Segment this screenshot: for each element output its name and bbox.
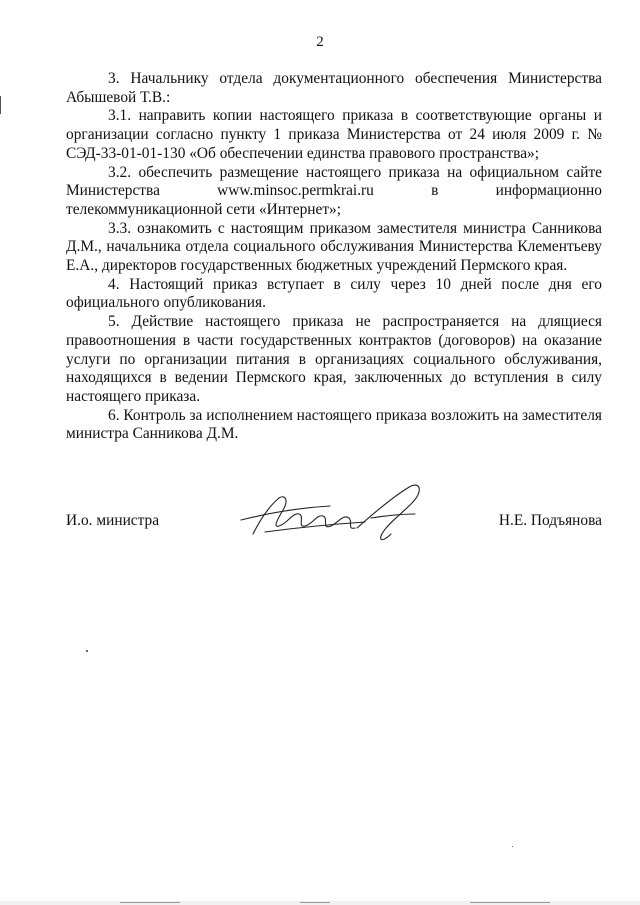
scan-artifact [120, 902, 180, 903]
paragraph-3-3: 3.3. ознакомить с настоящим приказом заместителя министра Санникова Д.М., начальника отдела социального обслуживания Министерства Клементьеву Е.А., директоров государственных бюджетных учреждений Пермского края. [66, 219, 602, 275]
scan-speck [512, 846, 513, 847]
scan-margin-mark [0, 96, 1, 114]
paragraph-5: 5. Действие настоящего приказа не распространяется на длящиеся правоотношения в части государственных контрактов (договоров) на оказание услуги по организации питания в организациях социального обслуживания, находящихся в ведении Пермского края, заключенных до вступления в силу настоящего приказа. [66, 313, 602, 405]
paragraph-3: 3. Начальнику отдела документационного обеспечения Министерства Абышевой Т.В.: [66, 70, 602, 106]
signer-name: Н.Е. Подъянова [498, 512, 602, 529]
signature-row [66, 512, 602, 532]
paragraph-3-1: 3.1. направить копии настоящего приказа в соответствующие органы и организации согласно пункту 1 приказа Министерства от 24 июля 2009 г. № СЭД-33-01-01-130 «Об обеспечении единства правового пространства»; [66, 107, 602, 162]
scan-speck [86, 650, 88, 652]
paragraph-3-2: 3.2. обеспечить размещение настоящего приказа на официальном сайте Министерства www.minsoc.permkrai.ru в информационно телекоммуникационной сети «Интернет»; [66, 163, 602, 218]
scan-artifact [300, 902, 330, 903]
scan-artifact [470, 902, 550, 903]
signer-position: И.о. министра [66, 512, 160, 529]
paragraph-6: 6. Контроль за исполнением настоящего приказа возложить на заместителя министра Санникова Д.М. [66, 406, 603, 443]
order-body [66, 70, 602, 444]
paragraph-4: 4. Настоящий приказ вступает в силу через 10 дней после дня его официального опубликования. [66, 275, 602, 312]
page-number: 2 [316, 34, 324, 50]
